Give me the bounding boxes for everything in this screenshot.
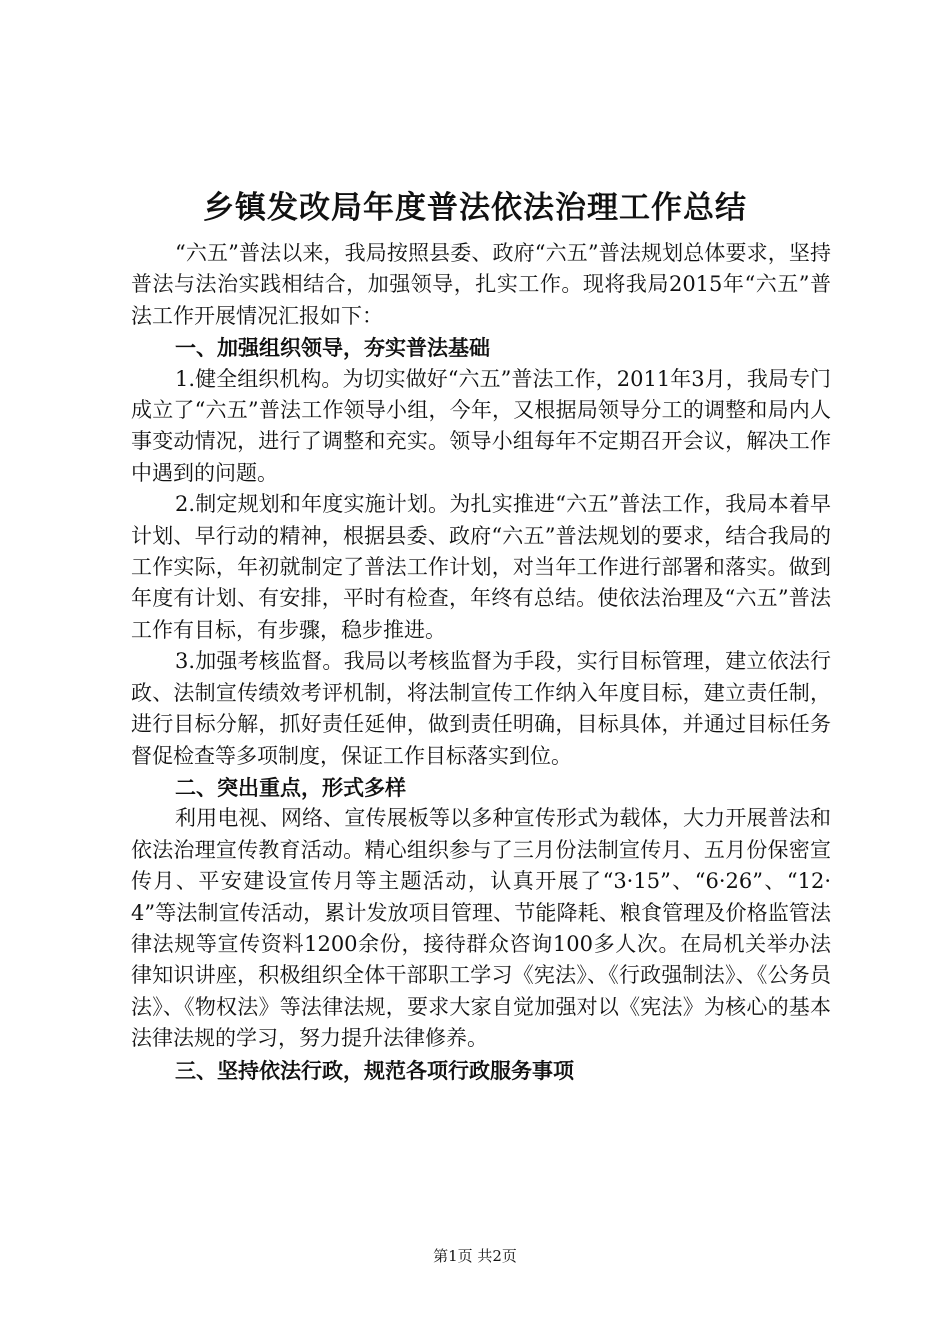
document-body (131, 238, 831, 1086)
intro-paragraph: “六五”普法以来，我局按照县委、政府“六五”普法规划总体要求，坚持普法与法治实践相结合，加强领导，扎实工作。现将我局2015年“六五”普法工作开展情况汇报如下： (131, 241, 831, 328)
section-3-heading: 三、坚持依法行政，规范各项行政服务事项 (175, 1057, 574, 1083)
section-1-item-3: 3.加强考核监督。我局以考核监督为手段，实行目标管理，建立依法行政、法制宣传绩效考评机制，将法制宣传工作纳入年度目标，建立责任制，进行目标分解，抓好责任延伸，做到责任明确，目标具体，并通过目标任务督促检查等多项制度，保证工作目标落实到位。 (131, 649, 831, 768)
section-2-heading: 二、突出重点，形式多样 (175, 774, 406, 800)
document-title: 乡镇发改局年度普法依法治理工作总结 (203, 190, 747, 226)
page-number-footer: 第1页 共2页 (433, 1247, 517, 1265)
section-2-paragraph: 利用电视、网络、宣传展板等以多种宣传形式为载体，大力开展普法和依法治理宣传教育活动。精心组织参与了三月份法制宣传月、五月份保密宣传月、平安建设宣传月等主题活动，认真开展了“3·15”、“6·26”、“12·4”等法制宣传活动，累计发放项目管理、节能降耗、粮食管理及价格监管法律法规等宣传资料1200余份，接待群众咨询100多人次。在局机关举办法律知识讲座，积极组织全体干部职工学习《宪法》、《行政强制法》、《公务员法》、《物权法》等法律法规，要求大家自觉加强对以《宪法》为核心的基本法律法规的学习，努力提升法律修养。 (131, 806, 831, 1051)
section-1-item-1: 1.健全组织机构。为切实做好“六五”普法工作，2011年3月，我局专门成立了“六五”普法工作领导小组，今年，又根据局领导分工的调整和局内人事变动情况，进行了调整和充实。领导小组每年不定期召开会议，解决工作中遇到的问题。 (131, 366, 831, 485)
section-1-item-2: 2.制定规划和年度实施计划。为扎实推进“六五”普法工作，我局本着早计划、早行动的精神，根据县委、政府“六五”普法规划的要求，结合我局的工作实际，年初就制定了普法工作计划，对当年工作进行部署和落实。做到年度有计划、有安排，平时有检查，年终有总结。使依法治理及“六五”普法工作有目标，有步骤，稳步推进。 (131, 492, 831, 642)
section-1-heading: 一、加强组织领导，夯实普法基础 (175, 335, 490, 361)
